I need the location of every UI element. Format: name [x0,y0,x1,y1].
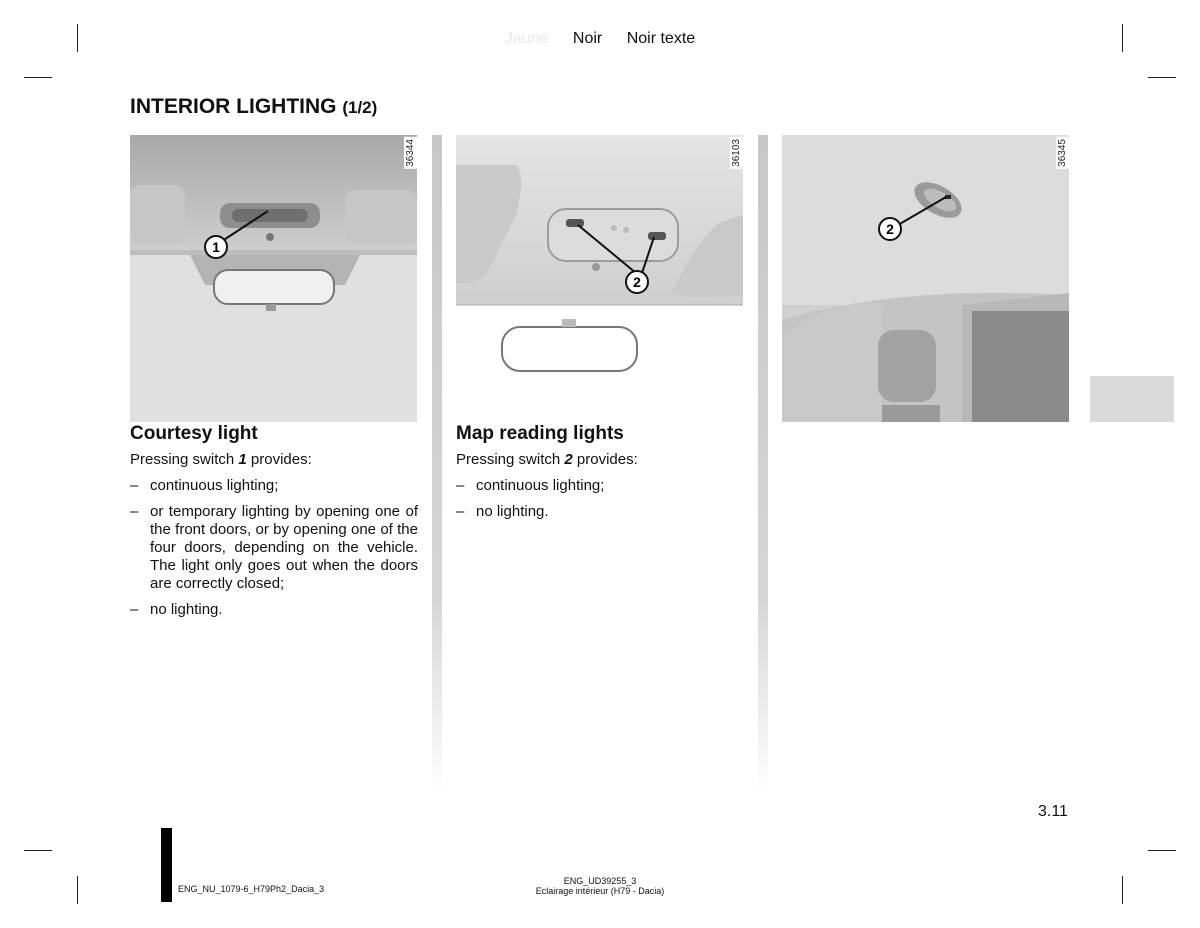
courtesy-light-illustration [130,135,417,422]
callout-2-label: 2 [633,274,641,290]
chapter-tab [1090,376,1174,422]
column-divider [432,135,442,795]
rear-map-light-figure [782,135,1069,422]
page-title-part: (1/2) [342,98,378,117]
map-lights-illustration [456,135,743,422]
figure-code: 36344 [405,139,416,167]
footer-reference [485,876,715,896]
courtesy-light-section [130,425,418,627]
intro-text: provides: [246,451,312,468]
crop-mark [1148,77,1176,78]
section-heading: Map reading lights [456,423,624,444]
crop-mark [1122,876,1123,904]
figure-code: 36103 [731,139,742,167]
list-item: – or temporary lighting by opening one of the front doors, or by opening one of the four doors, depending on the vehicle. The light only goes out when the doors are correctly closed; [130,503,418,593]
footer-bar [161,828,172,902]
callout-1-label: 1 [212,239,220,255]
rear-lights-illustration [782,135,1069,422]
list-item: – continuous lighting; [130,477,418,495]
footer-document-id: ENG_NU_1079-6_H79Ph2_Dacia_3 [178,884,325,894]
color-label-noir-texte: Noir texte [626,30,696,47]
switch-number: 1 [238,451,247,468]
page-title-main: INTERIOR LIGHTING [130,95,337,118]
list-item: – no lighting. [456,503,744,521]
section-heading: Courtesy light [130,423,258,444]
callout-2-label: 2 [886,221,894,237]
intro-text: Pressing switch [456,451,565,468]
map-reading-lights-figure [456,135,743,422]
courtesy-light-figure [130,135,417,422]
list-item: – no lighting. [130,601,418,619]
section-intro [456,451,744,469]
intro-text: provides: [572,451,638,468]
page-number: 3.11 [1038,803,1068,820]
figure-code: 36345 [1057,139,1068,167]
map-reading-section [456,425,744,529]
footer-reference-title: Eclairage intérieur (H79 - Dacia) [535,886,665,896]
footer-reference-code: ENG_UD39255_3 [563,876,637,886]
column-divider [758,135,768,795]
section-intro [130,451,418,469]
option-list [456,477,744,521]
crop-mark [77,876,78,904]
color-label-noir: Noir [572,30,603,47]
option-list [130,477,418,619]
list-item: – continuous lighting; [456,477,744,495]
switch-number: 2 [564,451,573,468]
intro-text: Pressing switch [130,451,239,468]
color-label-jaune: Jaune [504,30,549,47]
page-title [130,95,377,119]
crop-mark [24,850,52,851]
crop-mark [1148,850,1176,851]
crop-mark [24,77,52,78]
print-color-header [0,30,1200,48]
